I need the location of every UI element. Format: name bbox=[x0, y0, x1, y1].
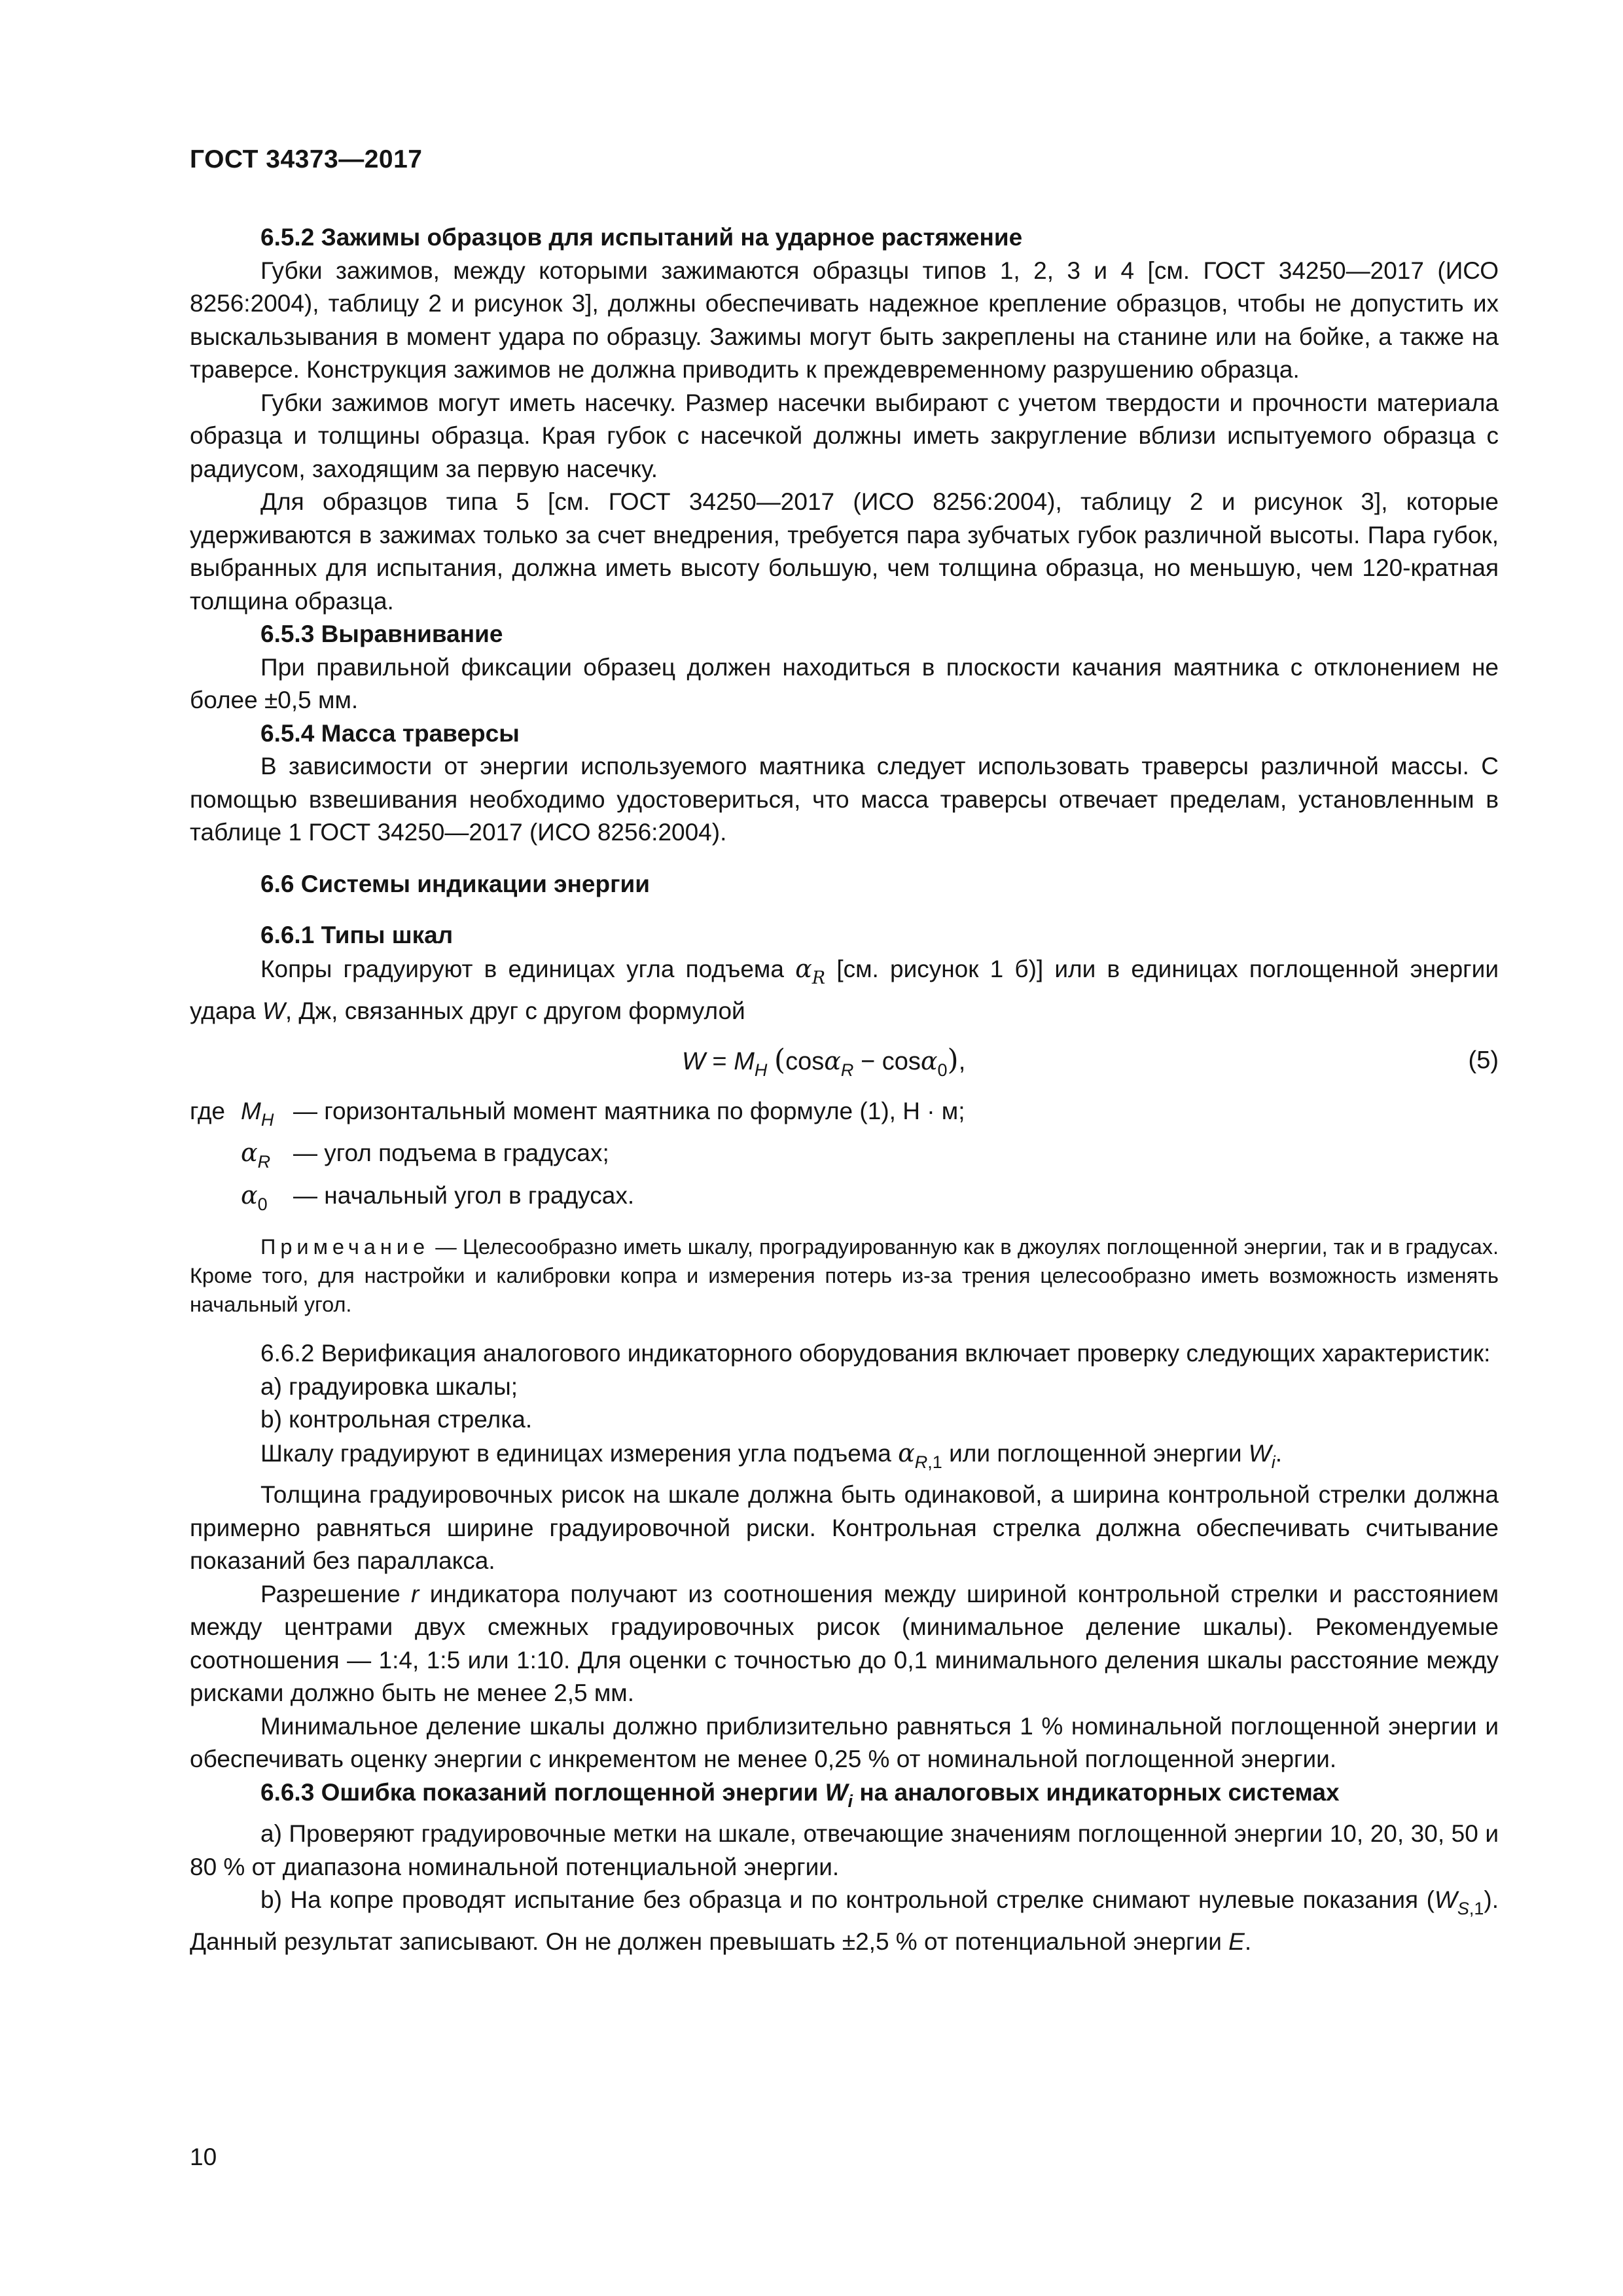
legend-item: — горизонтальный момент маятника по формуле (1), Н · м; bbox=[293, 1097, 965, 1124]
paragraph: В зависимости от энергии используемого маятника следует использовать траверсы различной массы. С помощью взвешивания необходимо удостовериться, что масса траверсы отвечает пределам, установленным в таблице 1 ГОСТ 34250—2017 (ИСО 8256:2004). bbox=[190, 753, 1499, 846]
list-item: b) На копре проводят испытание без образца и по контрольной стрелке снимают нулевые показания $(W_{S,1})$. Данный результат записывают. Он не должен превышать ±2,5 % от потенциальной энергии E. bbox=[190, 1886, 1499, 1955]
heading-6-6-1: 6.6.1 Типы шкал bbox=[260, 922, 454, 948]
page-number: 10 bbox=[190, 2144, 217, 2170]
list-item: а) градуировка шкалы; bbox=[260, 1372, 518, 1400]
heading-6-5-4: 6.5.4 Масса траверсы bbox=[260, 719, 520, 747]
paragraph: Копры градуируют в единицах угла подъема $\alpha_R$ [см. рисунок 1 б)] или в единицах поглощенной энергии удара W, Дж, связанных друг с другом формулой bbox=[190, 954, 1499, 1024]
paragraph: Губки зажимов, между которыми зажимаются образцы типов 1, 2, 3 и 4 [см. ГОСТ 34250—2017 (ИСО 8256:2004), таблицу 2 и рисунок 3], должны обеспечивать надежное крепление образцов, чтобы не допустить их выскальзывания в момент удара по образцу. Зажимы могут быть закреплены на станине или на бойке, а также на траверсе. Конструкция зажимов не должна приводить к преждевременному разрушению образца. bbox=[190, 257, 1499, 383]
paragraph: Для образцов типа 5 [см. ГОСТ 34250—2017 (ИСО 8256:2004), таблицу 2 и рисунок 3], которые удерживаются в зажимах только за счет внедрения, требуется пара зубчатых губок различной высоты. Пара губок, выбранных для испытания, должна иметь высоту большую, чем толщина образца, но меньшую, чем 120-кратная толщина образца. bbox=[190, 488, 1499, 615]
heading-6-5-3: 6.5.3 Выравнивание bbox=[260, 620, 503, 647]
paragraph: При правильной фиксации образец должен находиться в плоскости качания маятника с отклонением не более ±0,5 мм. bbox=[190, 653, 1499, 713]
alpha-r-symbol: $\alpha_R$ bbox=[795, 954, 826, 988]
formula-number: (5) bbox=[1468, 1046, 1499, 1074]
paragraph: Губки зажимов могут иметь насечку. Размер насечки выбирают с учетом твердости и прочности материала образца и толщины образца. Края губок с насечкой должны иметь закругление вблизи испытуемого образца с радиусом, заходящим за первую насечку. bbox=[190, 389, 1499, 482]
standard-code: ГОСТ 34373—2017 bbox=[190, 145, 423, 173]
paragraph: Толщина градуировочных рисок на шкале должна быть одинаковой, а ширина контрольной стрелки должна примерно равняться ширине градуировочной риски. Контрольная стрелка должна обеспечивать считывание показаний без параллакса. bbox=[190, 1481, 1499, 1574]
paragraph: Разрешение r индикатора получают из соотношения между шириной контрольной стрелки и расстоянием между центрами двух смежных градуировочных рисок (минимальное деление шкалы). Рекомендуемые соотношения — 1:4, 1:5 или 1:10. Для оценки с точностью до 0,1 минимального деления шкалы расстояние между рисками должно быть не менее 2,5 мм. bbox=[190, 1580, 1499, 1706]
list-item: а) Проверяют градуировочные метки на шкале, отвечающие значениям поглощенной энергии 10, 20, 30, 50 и 80 % от диапазона номинальной потенциальной энергии. bbox=[190, 1820, 1499, 1880]
list-item: b) контрольная стрелка. bbox=[260, 1406, 533, 1433]
heading-6-5-2: 6.5.2 Зажимы образцов для испытаний на ударное растяжение bbox=[260, 224, 1023, 251]
formula-expression: $W = M_H$ (cosα$_R$ − cosα$_0$), bbox=[682, 1043, 966, 1080]
legend-item: — угол подъема в градусах; bbox=[293, 1139, 609, 1166]
formula-5 bbox=[190, 1041, 1499, 1087]
paragraph: Минимальное деление шкалы должно приблизительно равняться 1 % номинальной поглощенной энергии и обеспечивать оценку энергии с инкрементом не менее 0,25 % от номинальной поглощенной энергии. bbox=[190, 1712, 1499, 1772]
heading-6-6-3: 6.6.3 Ошибка показаний поглощенной энергии $W_i$ на аналоговых индикаторных системах bbox=[260, 1778, 1340, 1811]
where-label: где bbox=[190, 1097, 226, 1124]
body-text bbox=[190, 221, 1499, 1958]
symbol-mh: $M_H$ bbox=[241, 1097, 274, 1130]
note-label: Примечание bbox=[260, 1235, 430, 1259]
note: Примечание — Целесообразно иметь шкалу, проградуированную как в джоулях поглощенной энергии, так и в градусах. Кроме того, для настройки и калибровки копра и измерения потерь из-за трения целесообразно иметь возможность изменять начальный угол. bbox=[190, 1235, 1499, 1316]
symbol-alpha-r: $\alpha_R$ bbox=[241, 1138, 271, 1172]
legend-item: — начальный угол в градусах. bbox=[293, 1181, 635, 1209]
paragraph: 6.6.2 Верификация аналогового индикаторного оборудования включает проверку следующих характеристик: bbox=[260, 1340, 1491, 1367]
symbol-alpha-0: $\alpha_0$ bbox=[241, 1180, 268, 1214]
heading-6-6: 6.6 Системы индикации энергии bbox=[260, 870, 651, 897]
formula-legend bbox=[190, 1095, 965, 1221]
paragraph: Шкалу градуируют в единицах измерения угла подъема $\alpha_{R,1}$ или поглощенной энергии $W_i$. bbox=[260, 1438, 1282, 1472]
